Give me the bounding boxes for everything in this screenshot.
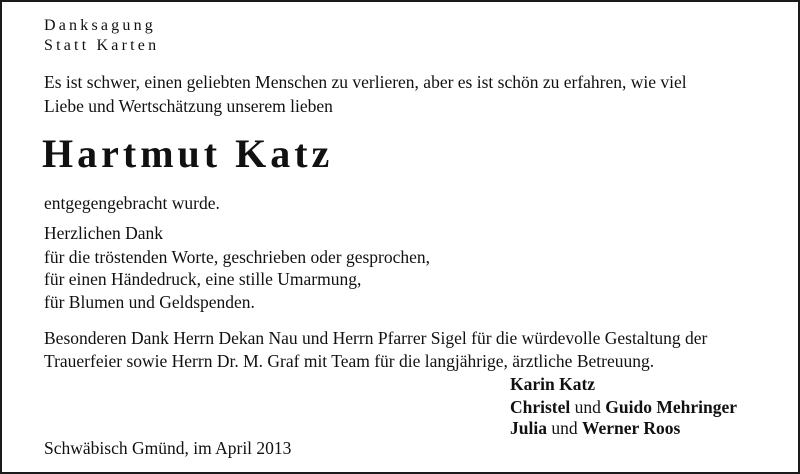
deceased-name: Hartmut Katz (42, 131, 334, 176)
signature-christel: Christel (510, 397, 571, 417)
thanks-line-1: Herzlichen Dank (44, 223, 164, 243)
intro-end: entgegengebracht wurde. (44, 193, 220, 213)
special-thanks-line-2: Trauerfeier sowie Herrn Dr. M. Graf mit Team für die langjährige, ärztliche Betreuung. (44, 351, 655, 371)
thanks-line-3: für einen Händedruck, eine stille Umarmung, (44, 269, 362, 289)
special-thanks-line-1: Besonderen Dank Herrn Dekan Nau und Herrn Pfarrer Sigel für die würdevolle Gestaltung der (44, 328, 708, 348)
signature-line-3 (510, 416, 680, 440)
thanks-line-2: für die tröstenden Worte, geschrieben oder gesprochen, (44, 247, 431, 267)
heading-danksagung: Danksagung (44, 17, 156, 34)
heading-statt-karten: Statt Karten (44, 37, 160, 54)
signature-guido-mehringer: Guido Mehringer (605, 397, 738, 417)
place-date: Schwäbisch Gmünd, im April 2013 (44, 438, 292, 458)
signature-and: und (574, 397, 601, 417)
signature-karin-katz: Karin Katz (510, 374, 596, 394)
signature-julia: Julia (510, 418, 547, 438)
signature-and: und (551, 418, 578, 438)
signature-werner-roos: Werner Roos (581, 418, 681, 438)
thanks-line-4: für Blumen und Geldspenden. (44, 292, 255, 312)
intro-line-1: Es ist schwer, einen geliebten Menschen zu verlieren, aber es ist schön zu erfahren, wie viel (44, 72, 687, 92)
intro-line-2: Liebe und Wertschätzung unserem lieben (44, 96, 333, 116)
